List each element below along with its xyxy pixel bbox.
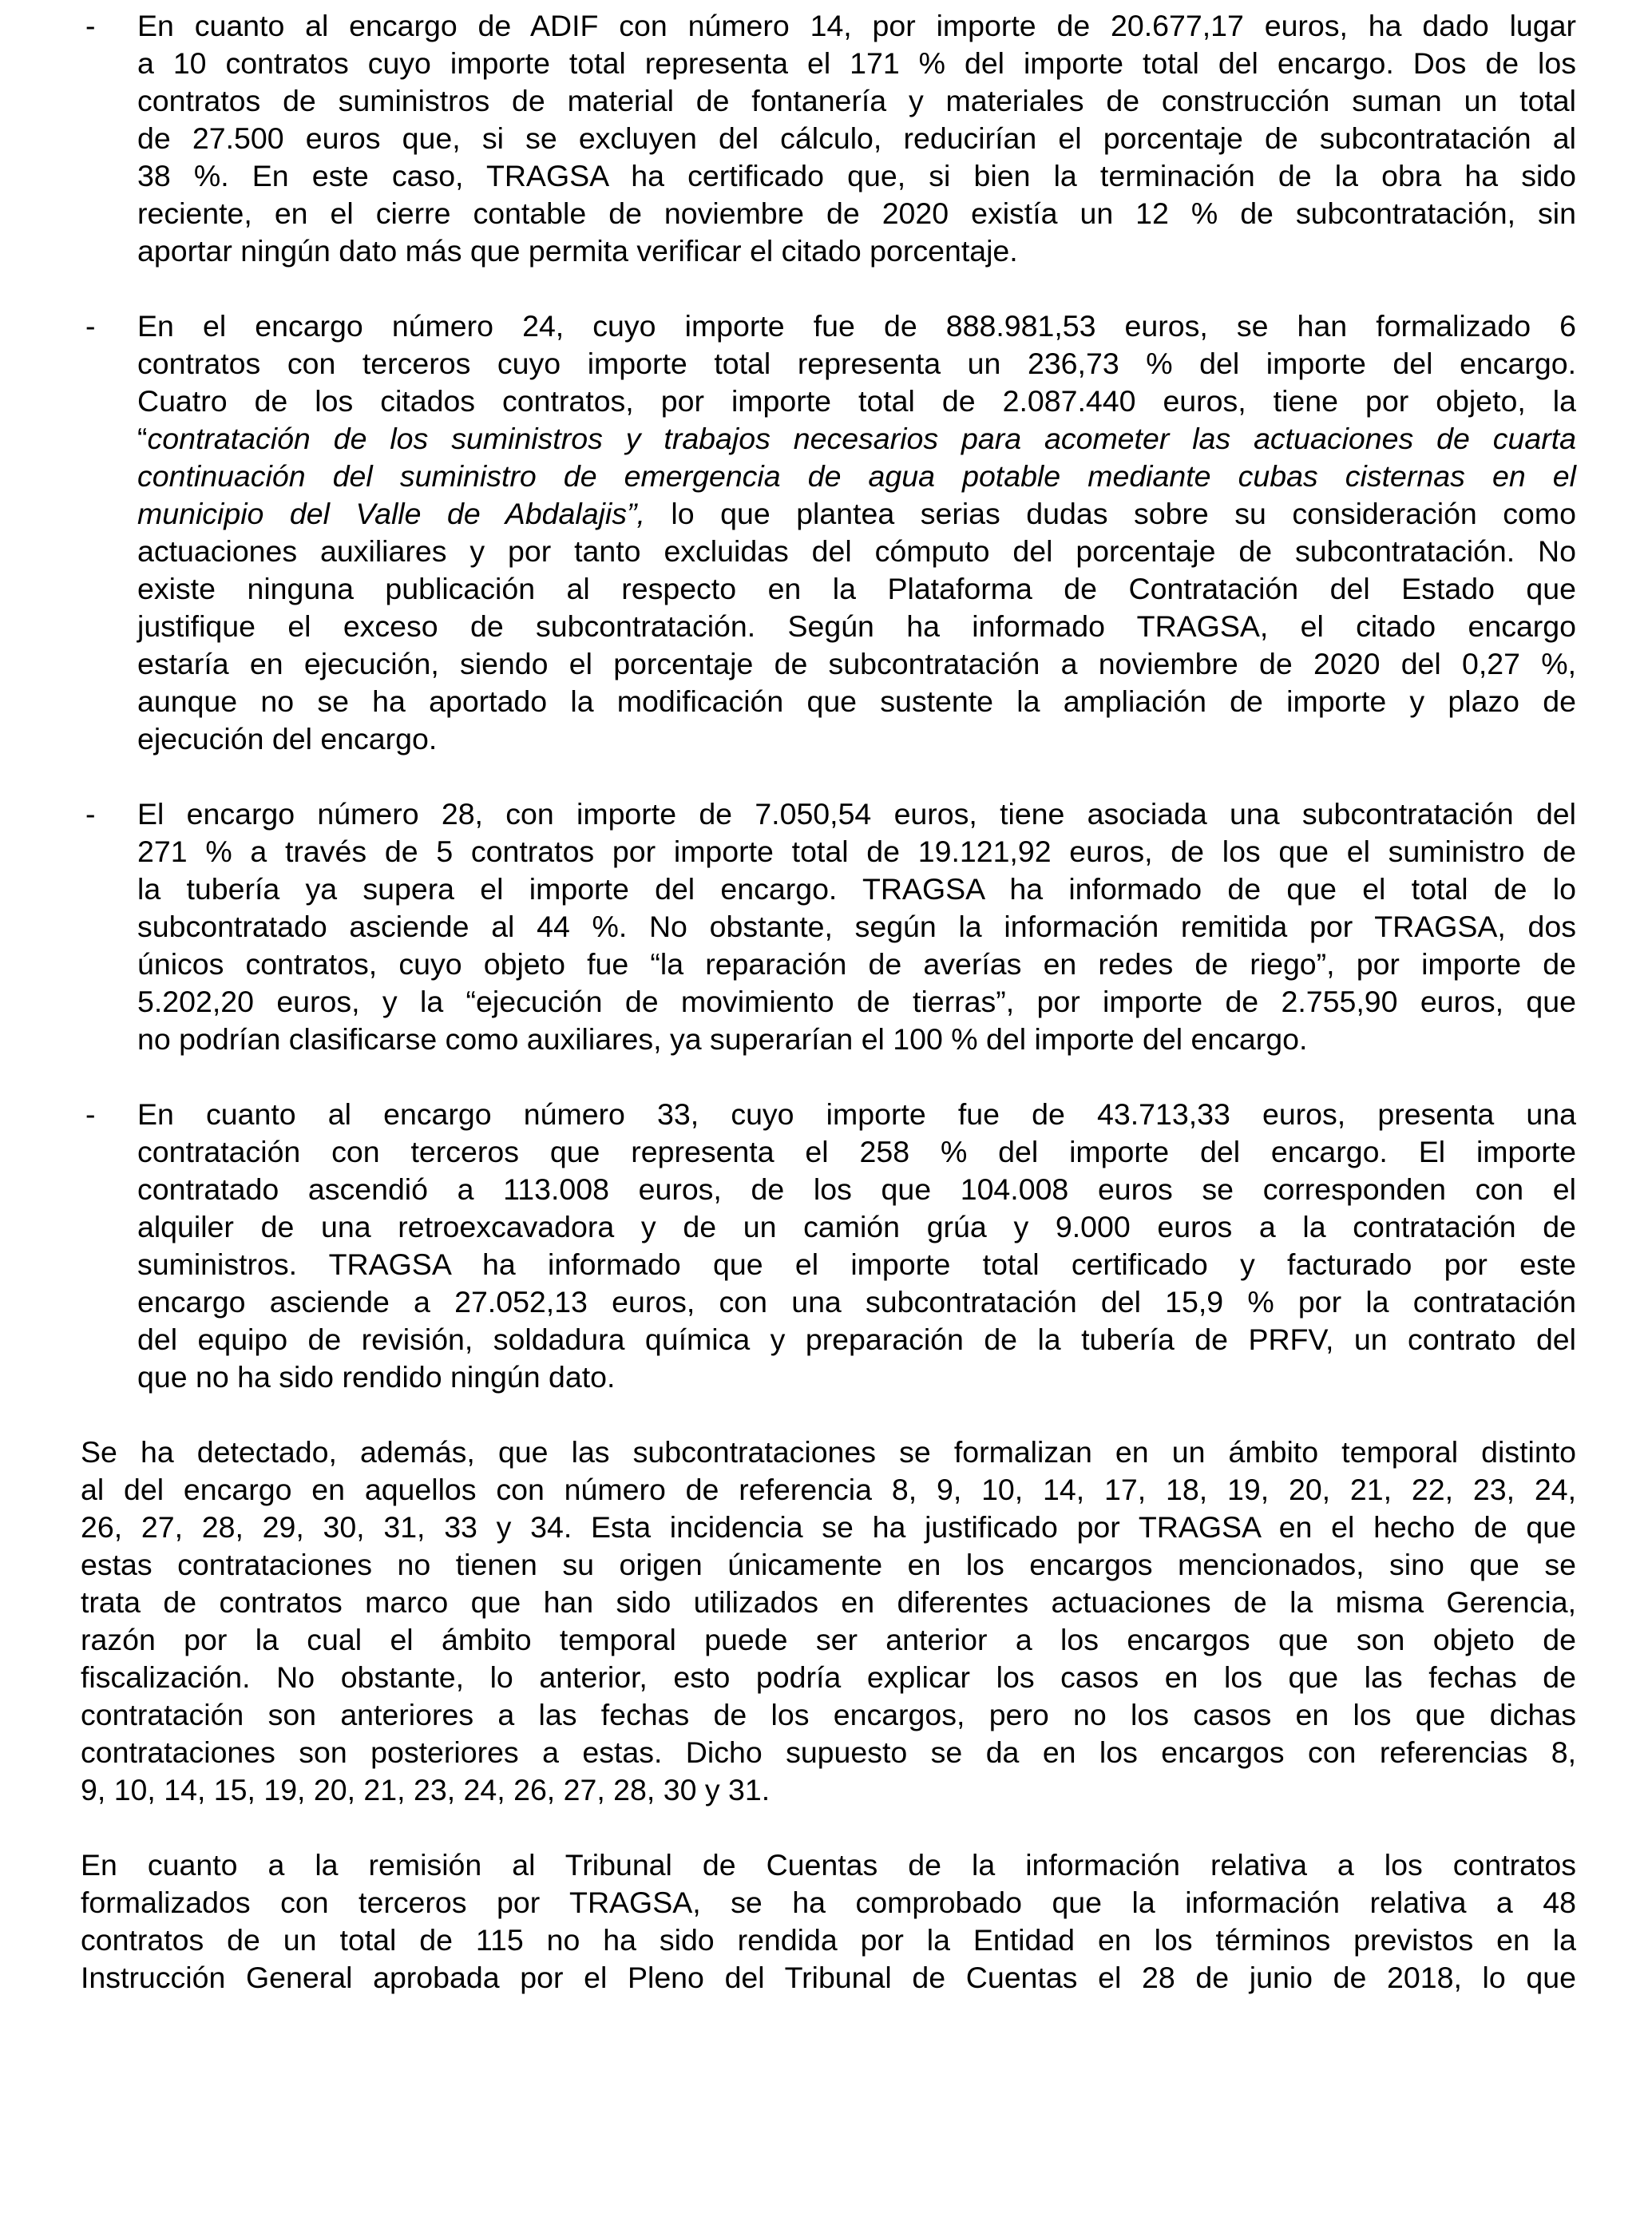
text-line: formalizados con terceros por TRAGSA, se ha comprobado que la información relativa a 48: [81, 1886, 1576, 1919]
text-line: contratación son anteriores a las fechas de los encargos, pero no los casos en los que dichas: [81, 1698, 1576, 1731]
text-line: 26, 27, 28, 29, 30, 31, 33 y 34. Esta incidencia se ha justificado por TRAGSA en el hecho de que: [81, 1510, 1576, 1544]
text-line: actuaciones auxiliares y por tanto excluidas del cómputo del porcentaje de subcontratación. No: [137, 534, 1576, 568]
text-line: únicos contratos, cuyo objeto fue “la reparación de averías en redes de riego”, por importe de: [137, 947, 1576, 981]
bullet-paragraph: [81, 795, 1576, 1058]
text-line: contratado ascendió a 113.008 euros, de los que 104.008 euros se corresponden con el: [137, 1172, 1576, 1206]
document-body: [81, 7, 1576, 2034]
text-line: [137, 495, 1576, 533]
text-line: estaría en ejecución, siendo el porcentaje de subcontratación a noviembre de 2020 del 0,27 %,: [137, 647, 1576, 680]
italic-quote-text: contratación de los suministros y trabajos necesarios para acometer las actuaciones de cuarta: [147, 422, 1576, 455]
text-line: 5.202,20 euros, y la “ejecución de movimiento de tierras”, por importe de 2.755,90 euros, que: [137, 985, 1576, 1018]
bullet-dash: -: [85, 797, 96, 831]
italic-quote-text: continuación del suministro de emergencia de agua potable mediante cubas cisternas en el: [137, 459, 1576, 493]
bullet-dash: -: [85, 309, 96, 343]
text-line: contratación con terceros que representa el 258 % del importe del encargo. El importe: [137, 1135, 1576, 1168]
text-line: aportar ningún dato más que permita verificar el citado porcentaje.: [137, 234, 1018, 268]
text-line: Instrucción General aprobada por el Pleno del Tribunal de Cuentas el 28 de junio de 2018, lo que: [81, 1961, 1576, 1994]
text-line: aunque no se ha aportado la modificación que sustente la ampliación de importe y plazo de: [137, 684, 1576, 718]
text-line: En cuanto al encargo de ADIF con número 14, por importe de 20.677,17 euros, ha dado lugar: [137, 9, 1576, 42]
text-line: contrataciones son posteriores a estas. Dicho supuesto se da en los encargos con referencias 8,: [81, 1735, 1576, 1769]
text-line: En cuanto al encargo número 33, cuyo importe fue de 43.713,33 euros, presenta una: [137, 1097, 1576, 1131]
text-line: 271 % a través de 5 contratos por importe total de 19.121,92 euros, de los que el suministro de: [137, 835, 1576, 868]
text-line: 9, 10, 14, 15, 19, 20, 21, 23, 24, 26, 27, 28, 30 y 31.: [81, 1773, 771, 1807]
text-line: contratos de suministros de material de fontanería y materiales de construcción suman un total: [137, 84, 1576, 117]
text-line: razón por la cual el ámbito temporal puede ser anterior a los encargos que son objeto de: [81, 1623, 1576, 1656]
text-line: fiscalización. No obstante, lo anterior, esto podría explicar los casos en los que las fechas de: [81, 1660, 1576, 1694]
text-line: [137, 420, 1576, 458]
text-line: En el encargo número 24, cuyo importe fue de 888.981,53 euros, se han formalizado 6: [137, 309, 1576, 343]
text-line: existe ninguna publicación al respecto en la Plataforma de Contratación del Estado que: [137, 572, 1576, 605]
bullet-paragraph: [81, 307, 1576, 758]
text-line: a 10 contratos cuyo importe total representa el 171 % del importe total del encargo. Dos de los: [137, 46, 1576, 80]
paragraph: [81, 1846, 1576, 1997]
italic-quote-text: municipio del Valle de Abdalajis”,: [137, 497, 645, 530]
text-line: al del encargo en aquellos con número de referencia 8, 9, 10, 14, 17, 18, 19, 20, 21, 22, 23, 24,: [81, 1473, 1576, 1506]
text-line: Cuatro de los citados contratos, por importe total de 2.087.440 euros, tiene por objeto, la: [137, 384, 1576, 418]
text-line: estas contrataciones no tienen su origen únicamente en los encargos mencionados, sino que se: [81, 1548, 1576, 1581]
text-segment: “: [137, 422, 148, 455]
text-line: encargo asciende a 27.052,13 euros, con una subcontratación del 15,9 % por la contratación: [137, 1285, 1576, 1319]
bullet-paragraph: [81, 1096, 1576, 1396]
text-line: contratos con terceros cuyo importe total representa un 236,73 % del importe del encargo.: [137, 347, 1576, 380]
text-line: del equipo de revisión, soldadura química y preparación de la tubería de PRFV, un contrato del: [137, 1323, 1576, 1356]
bullet-dash: -: [85, 1097, 96, 1131]
text-line: la tubería ya supera el importe del encargo. TRAGSA ha informado de que el total de lo: [137, 872, 1576, 906]
text-line: suministros. TRAGSA ha informado que el importe total certificado y facturado por este: [137, 1247, 1576, 1281]
text-line: En cuanto a la remisión al Tribunal de Cuentas de la información relativa a los contratos: [81, 1848, 1576, 1882]
text-line: ejecución del encargo.: [137, 722, 438, 756]
text-line: que no ha sido rendido ningún dato.: [137, 1360, 616, 1394]
text-line: El encargo número 28, con importe de 7.050,54 euros, tiene asociada una subcontratación del: [137, 797, 1576, 831]
text-line: contratos de un total de 115 no ha sido rendida por la Entidad en los términos previstos en la: [81, 1923, 1576, 1957]
bullet-paragraph: [81, 7, 1576, 270]
text-line: alquiler de una retroexcavadora y de un camión grúa y 9.000 euros a la contratación de: [137, 1210, 1576, 1243]
text-line: justifique el exceso de subcontratación. Según ha informado TRAGSA, el citado encargo: [137, 609, 1576, 643]
text-line: [137, 458, 1576, 495]
text-line: Se ha detectado, además, que las subcontrataciones se formalizan en un ámbito temporal distinto: [81, 1435, 1576, 1469]
text-line: trata de contratos marco que han sido utilizados en diferentes actuaciones de la misma Gerencia,: [81, 1585, 1576, 1619]
text-line: de 27.500 euros que, si se excluyen del cálculo, reducirían el porcentaje de subcontratación al: [137, 121, 1576, 155]
text-line: subcontratado asciende al 44 %. No obstante, según la información remitida por TRAGSA, dos: [137, 910, 1576, 943]
bullet-dash: -: [85, 9, 96, 42]
text-line: no podrían clasificarse como auxiliares, ya superarían el 100 % del importe del encargo.: [137, 1022, 1308, 1056]
paragraph: [81, 1434, 1576, 1809]
text-segment: lo que plantea serias dudas sobre su consideración como: [644, 497, 1576, 530]
text-line: 38 %. En este caso, TRAGSA ha certificado que, si bien la terminación de la obra ha sido: [137, 159, 1576, 192]
text-line: reciente, en el cierre contable de noviembre de 2020 existía un 12 % de subcontratación, sin: [137, 196, 1576, 230]
